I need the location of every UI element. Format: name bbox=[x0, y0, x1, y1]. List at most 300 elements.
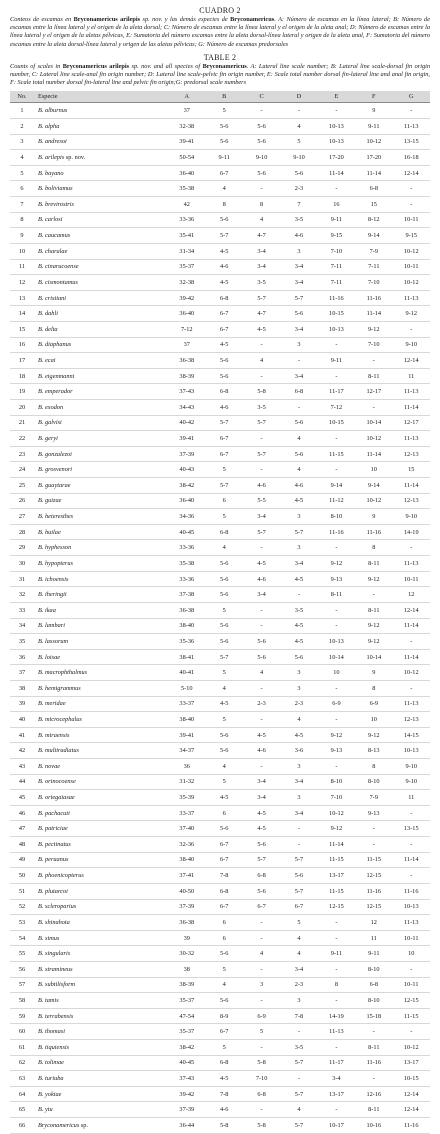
cell-e: 12-15 bbox=[329, 903, 344, 911]
cell-g: 9-10 bbox=[405, 778, 418, 786]
species-name: B. alburnus bbox=[38, 107, 68, 115]
header-b: B bbox=[205, 91, 242, 103]
cell-species bbox=[34, 1055, 168, 1071]
cell-f: 9-12 bbox=[368, 325, 380, 333]
cell-g: 11-13 bbox=[404, 388, 419, 396]
species-name: B. cismontamus bbox=[38, 278, 78, 286]
cell-no: 47 bbox=[18, 825, 26, 833]
cell-d: 5-6 bbox=[294, 419, 304, 427]
cell-d: 6-8 bbox=[294, 388, 304, 396]
cell-e: 7-11 bbox=[330, 263, 343, 271]
cell-g: 9-15 bbox=[405, 232, 418, 240]
cell-c: - bbox=[260, 107, 263, 115]
cell-a: 47-54 bbox=[179, 1012, 195, 1020]
cell-species bbox=[34, 899, 168, 915]
cell-a: 30-32 bbox=[179, 950, 195, 958]
cell-b: 5 bbox=[222, 1043, 226, 1051]
cell-f: 8-10 bbox=[368, 965, 380, 973]
cell-b: 4-5 bbox=[219, 278, 229, 286]
cell-no: 34 bbox=[18, 622, 26, 630]
species-name: B. thomasi bbox=[38, 1028, 65, 1036]
table-row bbox=[10, 977, 430, 993]
cell-e: 10-13 bbox=[329, 325, 344, 333]
cell-b: 6-7 bbox=[219, 450, 229, 458]
cell-g: - bbox=[410, 872, 413, 880]
cell-c: - bbox=[260, 918, 263, 926]
cell-species bbox=[34, 212, 168, 228]
cell-b: 4-5 bbox=[219, 1075, 229, 1082]
cell-e: - bbox=[335, 996, 338, 1004]
cell-d: 4-5 bbox=[294, 637, 304, 645]
cell-b: 7-8 bbox=[219, 872, 229, 880]
species-name: B. miraensis bbox=[38, 731, 70, 739]
species-name: B. dahli bbox=[38, 310, 58, 318]
cell-d: 7-8 bbox=[294, 1012, 304, 1020]
cell-species bbox=[34, 946, 168, 962]
cell-b: 6 bbox=[222, 809, 226, 817]
cell-e: 10-13 bbox=[329, 637, 344, 645]
cell-c: - bbox=[260, 996, 263, 1004]
cell-no: 16 bbox=[18, 341, 26, 349]
cell-e: 8-10 bbox=[330, 778, 343, 786]
cell-no: 26 bbox=[18, 497, 26, 505]
cell-b: 5-6 bbox=[219, 731, 229, 739]
cell-d: 3-4 bbox=[294, 559, 304, 567]
cell-d: 4 bbox=[297, 466, 301, 474]
cell-species bbox=[34, 1071, 168, 1087]
cell-e: - bbox=[335, 918, 338, 926]
cell-a: 32-36 bbox=[179, 840, 195, 848]
cell-f: 11-15 bbox=[366, 856, 382, 864]
cell-b: 5-6 bbox=[219, 996, 229, 1004]
cell-no: 41 bbox=[18, 731, 26, 739]
cell-species bbox=[34, 478, 168, 494]
cell-f: 9-11 bbox=[368, 122, 380, 130]
cell-no: 39 bbox=[18, 700, 26, 708]
cell-b: 5-6 bbox=[219, 747, 229, 755]
cell-d: 3-5 bbox=[294, 1043, 304, 1051]
cell-d: 3 bbox=[297, 794, 301, 802]
cell-c: 5-8 bbox=[257, 1059, 266, 1067]
cell-b: 6 bbox=[222, 497, 226, 505]
cell-a: 38-39 bbox=[179, 372, 195, 380]
cell-e: 11-17 bbox=[329, 1059, 344, 1067]
cell-d: 3-4 bbox=[294, 778, 304, 786]
caption-label-en: TABLE 2 bbox=[203, 52, 237, 62]
cell-b: 4 bbox=[222, 544, 226, 552]
cell-c: 4-5 bbox=[257, 731, 266, 739]
cell-g: 11-13 bbox=[404, 435, 419, 443]
table-row bbox=[10, 837, 430, 853]
species-name: B. iheringii bbox=[38, 591, 67, 599]
cell-species bbox=[34, 509, 168, 525]
cell-no: 13 bbox=[18, 294, 26, 302]
cell-e: 6-9 bbox=[332, 700, 341, 708]
cell-g: 10-13 bbox=[403, 903, 419, 911]
cell-no: 31 bbox=[18, 575, 26, 583]
cell-g: - bbox=[410, 107, 413, 115]
cell-f: - bbox=[372, 1075, 375, 1082]
cell-no: 62 bbox=[18, 1059, 26, 1067]
cell-g: - bbox=[410, 185, 413, 193]
cell-a: 38 bbox=[183, 965, 190, 973]
cell-no: 24 bbox=[18, 466, 26, 474]
cell-f: 9-14 bbox=[368, 481, 380, 489]
cell-species bbox=[34, 462, 168, 478]
cell-species bbox=[34, 587, 168, 603]
cell-b: 5 bbox=[222, 513, 226, 521]
cell-d: 5-6 bbox=[294, 310, 304, 318]
cell-a: 34-36 bbox=[179, 513, 195, 521]
table-row bbox=[10, 993, 430, 1009]
cell-c: - bbox=[260, 762, 263, 770]
cell-e: 8 bbox=[334, 981, 338, 989]
cell-b: 6-8 bbox=[219, 294, 229, 302]
species-name: B. peruanus bbox=[38, 856, 69, 864]
cell-e: - bbox=[335, 185, 338, 193]
cell-f: 10 bbox=[370, 715, 377, 723]
cell-a: 34-37 bbox=[179, 747, 195, 755]
caption-english bbox=[10, 53, 430, 88]
cell-no: 35 bbox=[18, 637, 26, 645]
cell-e: 11-17 bbox=[329, 388, 344, 396]
cell-g: 13-15 bbox=[403, 825, 419, 833]
table-row bbox=[10, 197, 430, 213]
table-row bbox=[10, 353, 430, 369]
cell-d: - bbox=[297, 403, 301, 411]
cell-d: 3 bbox=[297, 669, 301, 677]
cell-no: 27 bbox=[18, 513, 26, 521]
cell-a: 40-50 bbox=[179, 887, 195, 895]
cell-a: 37-39 bbox=[179, 450, 195, 458]
species-name: B. delta bbox=[38, 325, 58, 333]
cell-species bbox=[34, 134, 168, 150]
cell-species bbox=[34, 680, 168, 696]
species-name: B. alpha bbox=[38, 122, 60, 130]
cell-f: 8-11 bbox=[368, 1043, 380, 1051]
cell-b: 5-6 bbox=[219, 825, 229, 833]
cell-no: 19 bbox=[18, 388, 26, 396]
cell-d: 4-5 bbox=[294, 497, 304, 505]
species-name: B. caucamus bbox=[38, 232, 71, 240]
cell-c: 8 bbox=[260, 200, 264, 208]
cell-e: 10 bbox=[333, 669, 340, 677]
cell-b: 4-6 bbox=[219, 1106, 229, 1114]
table-row bbox=[10, 540, 430, 556]
cell-d: 9-10 bbox=[293, 154, 305, 162]
cell-c: 5-6 bbox=[257, 138, 266, 146]
cell-f: 9-12 bbox=[368, 575, 380, 583]
cell-c: 3-4 bbox=[257, 263, 266, 271]
species-name: B. charalae bbox=[38, 247, 68, 255]
cell-a: 7-12 bbox=[181, 325, 193, 333]
cell-a: 40-43 bbox=[179, 466, 195, 474]
cell-species bbox=[34, 571, 168, 587]
cell-e: 10-12 bbox=[329, 809, 344, 817]
cell-no: 43 bbox=[18, 762, 26, 770]
cell-f: 11-14 bbox=[366, 450, 382, 458]
species-name: B. ortegaiasae bbox=[38, 794, 75, 802]
species-name: B. geryi bbox=[38, 435, 58, 443]
cell-c: - bbox=[260, 372, 263, 380]
cell-d: 4-5 bbox=[294, 575, 304, 583]
cell-species bbox=[34, 915, 168, 931]
cell-no: 54 bbox=[18, 934, 26, 942]
cell-e: 10-13 bbox=[329, 138, 344, 146]
species-name: B. singularis bbox=[38, 950, 71, 958]
table-row bbox=[10, 321, 430, 337]
cell-e: 11-16 bbox=[329, 528, 344, 536]
cell-d: 3-4 bbox=[294, 325, 304, 333]
cell-e: 16 bbox=[333, 200, 340, 208]
cell-g: 13-15 bbox=[403, 138, 419, 146]
cell-no: 9 bbox=[20, 232, 24, 240]
cell-a: 35-39 bbox=[179, 794, 195, 802]
table-row bbox=[10, 415, 430, 431]
table-row bbox=[10, 618, 430, 634]
species-name: B. ichoensis bbox=[38, 575, 69, 583]
species-name: B. pectinatus bbox=[38, 840, 71, 848]
species-name: B. lassorum bbox=[38, 637, 69, 645]
table-row bbox=[10, 181, 430, 197]
cell-g: 10-11 bbox=[404, 981, 419, 989]
cell-c: 5-7 bbox=[257, 450, 266, 458]
scale-count-table bbox=[10, 91, 430, 1133]
cell-d: 7 bbox=[297, 200, 301, 208]
cell-b: 5-6 bbox=[219, 138, 229, 146]
cell-g: 10-12 bbox=[403, 669, 419, 677]
cell-c: 7-10 bbox=[255, 1075, 268, 1082]
species-name: B. galvisi bbox=[38, 419, 62, 427]
cell-no: 63 bbox=[18, 1075, 26, 1082]
cell-e: - bbox=[335, 684, 338, 692]
cell-c: 5-7 bbox=[257, 856, 266, 864]
table-row bbox=[10, 306, 430, 322]
cell-f: 11-16 bbox=[366, 528, 382, 536]
species-name: B. guizae bbox=[38, 497, 62, 505]
cell-a: 38-39 bbox=[179, 981, 195, 989]
cell-no: 5 bbox=[20, 169, 24, 177]
cell-c: - bbox=[260, 1106, 263, 1114]
cell-a: 36-38 bbox=[179, 356, 195, 364]
species-name: B. heteresthes bbox=[38, 513, 74, 521]
cell-c: 2-3 bbox=[257, 700, 266, 708]
cell-d: 5-6 bbox=[294, 872, 304, 880]
species-name: B. eigenmanni bbox=[38, 372, 75, 380]
cell-d: 2-3 bbox=[294, 185, 304, 193]
cell-no: 23 bbox=[18, 450, 26, 458]
cell-b: 5 bbox=[222, 466, 226, 474]
cell-no: 2 bbox=[20, 122, 24, 130]
cell-b: 4-5 bbox=[219, 341, 229, 349]
cell-species bbox=[34, 446, 168, 462]
cell-species bbox=[34, 524, 168, 540]
cell-g: 12 bbox=[408, 591, 415, 599]
cell-no: 22 bbox=[18, 435, 26, 443]
cell-b: 5 bbox=[222, 715, 226, 723]
cell-b: 4-5 bbox=[219, 247, 229, 255]
cell-a: 50-54 bbox=[179, 154, 195, 162]
cell-c: 3-4 bbox=[257, 247, 266, 255]
cell-e: - bbox=[335, 544, 338, 552]
cell-b: 6-8 bbox=[219, 528, 229, 536]
cell-g: 12-13 bbox=[403, 497, 419, 505]
cell-g: 12-14 bbox=[403, 169, 419, 177]
header-no: No. bbox=[10, 91, 34, 103]
cell-d: 4-5 bbox=[294, 622, 304, 630]
cell-g: 11-14 bbox=[404, 856, 419, 864]
cell-a: 32-38 bbox=[179, 122, 195, 130]
cell-c: - bbox=[260, 622, 263, 630]
cell-a: 35-41 bbox=[179, 232, 195, 240]
cell-d: 5-7 bbox=[294, 1090, 304, 1098]
header-f: F bbox=[355, 91, 392, 103]
cell-e: 9-12 bbox=[330, 825, 343, 833]
cell-e: 9-11 bbox=[330, 950, 343, 958]
cell-d: 2-3 bbox=[294, 700, 304, 708]
cell-f: 11-14 bbox=[366, 169, 382, 177]
cell-a: 35-38 bbox=[179, 185, 195, 193]
cell-g: 12-13 bbox=[403, 715, 419, 723]
cell-a: 37-43 bbox=[179, 388, 195, 396]
cell-c: - bbox=[260, 606, 263, 614]
cell-e: 7-11 bbox=[330, 278, 343, 286]
cell-a: 38-40 bbox=[179, 856, 195, 864]
cell-no: 7 bbox=[20, 200, 24, 208]
cell-e: 8-10 bbox=[330, 513, 343, 521]
cell-c: 5-6 bbox=[257, 169, 266, 177]
cell-f: 9 bbox=[372, 107, 376, 115]
cell-d: 3 bbox=[297, 247, 301, 255]
species-name: B. orinocoense bbox=[38, 778, 76, 786]
table-row bbox=[10, 883, 430, 899]
table-row bbox=[10, 509, 430, 525]
cell-b: 5-7 bbox=[219, 653, 229, 661]
cell-e: - bbox=[335, 965, 338, 973]
cell-species bbox=[34, 634, 168, 650]
caption-label-es: CUADRO 2 bbox=[199, 6, 241, 15]
cell-b: 5 bbox=[222, 606, 226, 614]
cell-species bbox=[34, 743, 168, 759]
cell-a: 36-44 bbox=[179, 1121, 195, 1129]
species-name: B. hemigrammus bbox=[38, 684, 81, 692]
cell-species bbox=[34, 602, 168, 618]
table-row bbox=[10, 384, 430, 400]
cell-b: 6-7 bbox=[219, 903, 229, 911]
table-row bbox=[10, 571, 430, 587]
cell-e: 7-10 bbox=[330, 794, 343, 802]
cell-species bbox=[34, 368, 168, 384]
species-name: B. multiradiatus bbox=[38, 747, 79, 755]
cell-species bbox=[34, 774, 168, 790]
cell-b: 6-8 bbox=[219, 887, 229, 895]
cell-d: 3 bbox=[297, 762, 301, 770]
species-name: B. exodon bbox=[38, 403, 64, 411]
cell-no: 12 bbox=[18, 278, 26, 286]
cell-g: 11-13 bbox=[404, 122, 419, 130]
cell-g: 14-19 bbox=[403, 528, 419, 536]
cell-d: 6-7 bbox=[294, 903, 304, 911]
cell-b: 5-6 bbox=[219, 591, 229, 599]
cell-c: 9-10 bbox=[255, 154, 268, 162]
cell-c: - bbox=[260, 934, 263, 942]
cell-b: 6-7 bbox=[219, 325, 229, 333]
cell-species bbox=[34, 1102, 168, 1118]
cell-g: 11 bbox=[408, 372, 415, 380]
species-name: B. guaytarae bbox=[38, 481, 71, 489]
cell-c: 3-4 bbox=[257, 591, 266, 599]
cell-d: 3-5 bbox=[294, 216, 304, 224]
cell-a: 39-42 bbox=[179, 1090, 195, 1098]
cell-e: 11-13 bbox=[329, 1028, 344, 1036]
cell-c: 6-7 bbox=[257, 903, 266, 911]
cell-c: 5-6 bbox=[257, 637, 266, 645]
cell-c: 5 bbox=[260, 1028, 264, 1036]
cell-b: 4 bbox=[222, 185, 226, 193]
cell-e: 9-12 bbox=[330, 731, 343, 739]
cell-a: 38-42 bbox=[179, 481, 195, 489]
cell-a: 37 bbox=[183, 341, 190, 349]
cell-f: 12 bbox=[370, 918, 377, 926]
cell-c: - bbox=[260, 341, 263, 349]
cell-a: 35-36 bbox=[179, 637, 195, 645]
cell-a: 40-45 bbox=[179, 528, 195, 536]
table-row bbox=[10, 1008, 430, 1024]
species-name: B. simus bbox=[38, 934, 60, 942]
cell-d: 5-7 bbox=[294, 887, 304, 895]
table-row bbox=[10, 493, 430, 509]
cell-g: 14-15 bbox=[403, 731, 419, 739]
cell-b: 4 bbox=[222, 762, 226, 770]
cell-c: 3-5 bbox=[257, 278, 266, 286]
cell-species bbox=[34, 1086, 168, 1102]
cell-e: 9-12 bbox=[330, 559, 343, 567]
cell-f: 7-10 bbox=[368, 341, 380, 349]
cell-f: 10 bbox=[370, 466, 377, 474]
cell-e: - bbox=[335, 435, 338, 443]
cell-f: 9 bbox=[372, 669, 376, 677]
cell-f: - bbox=[372, 1028, 375, 1036]
cell-c: - bbox=[260, 466, 263, 474]
cell-a: 38-40 bbox=[179, 715, 195, 723]
table-row bbox=[10, 1071, 430, 1087]
cell-e: 11-12 bbox=[329, 497, 344, 505]
cell-f: 8 bbox=[372, 762, 376, 770]
cell-c: 5-6 bbox=[257, 840, 266, 848]
species-name: B. hypopterus bbox=[38, 559, 73, 567]
cell-e: 13-17 bbox=[329, 872, 344, 880]
cell-f: - bbox=[372, 403, 375, 411]
cell-e: 11-14 bbox=[329, 169, 344, 177]
cell-a: 33-36 bbox=[179, 544, 195, 552]
cell-a: 35-38 bbox=[179, 559, 195, 567]
cell-a: 39-41 bbox=[179, 731, 195, 739]
cell-e: 9-13 bbox=[330, 575, 343, 583]
cell-e: 7-10 bbox=[330, 247, 343, 255]
cell-d: 4 bbox=[297, 715, 301, 723]
cell-c: 4-7 bbox=[257, 310, 266, 318]
cell-species bbox=[34, 493, 168, 509]
cell-a: 37-43 bbox=[179, 1075, 195, 1082]
species-name: B. tamis bbox=[38, 996, 59, 1004]
table-row bbox=[10, 743, 430, 759]
cell-species bbox=[34, 618, 168, 634]
cell-species bbox=[34, 556, 168, 572]
cell-a: 35-37 bbox=[179, 996, 195, 1004]
cell-e: - bbox=[335, 1106, 338, 1114]
cell-no: 1 bbox=[20, 107, 24, 115]
cell-e: - bbox=[335, 762, 338, 770]
